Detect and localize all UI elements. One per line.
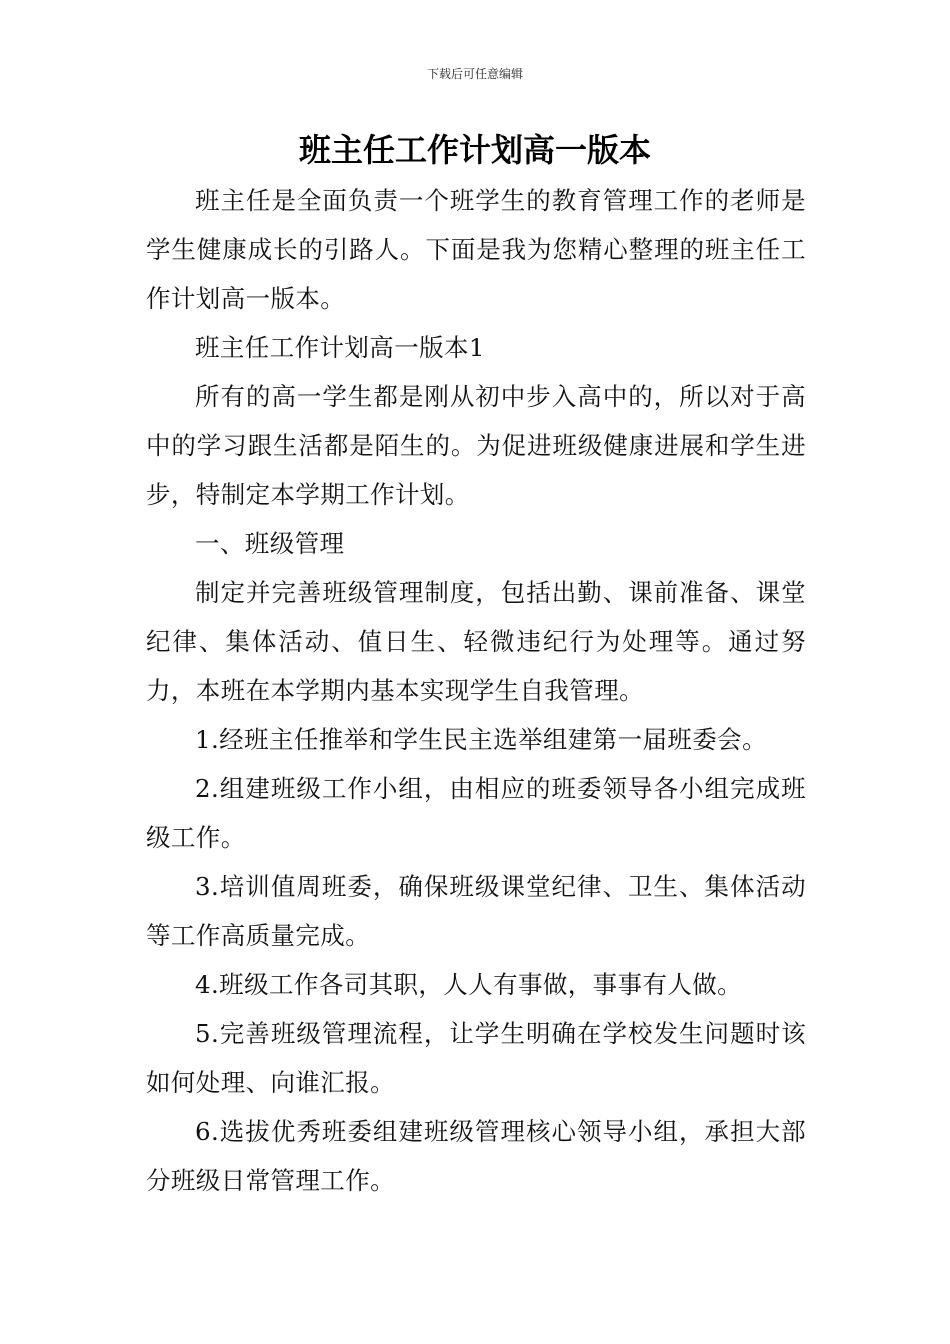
header-note: 下载后可任意编辑 bbox=[426, 67, 523, 81]
paragraph-section-heading: 班主任工作计划高一版本1 bbox=[195, 333, 485, 362]
paragraph-subheading-class-management: 一、班级管理 bbox=[195, 529, 345, 558]
list-item-1: 1.经班主任推举和学生民主选举组建第一届班委会。 bbox=[195, 725, 767, 754]
list-item-4: 4.班级工作各司其职，人人有事做，事事有人做。 bbox=[195, 970, 743, 999]
document-body bbox=[146, 176, 806, 1205]
list-item-3: 3.培训值周班委，确保班级课堂纪律、卫生、集体活动等工作高质量完成。 bbox=[146, 872, 806, 950]
document-title: 班主任工作计划高一版本 bbox=[298, 131, 651, 169]
paragraph-rules: 制定并完善班级管理制度，包括出勤、课前准备、课堂纪律、集体活动、值日生、轻微违纪行为处理等。通过努力，本班在本学期内基本实现学生自我管理。 bbox=[146, 578, 806, 705]
paragraph-intro: 班主任是全面负责一个班学生的教育管理工作的老师是学生健康成长的引路人。下面是我为您精心整理的班主任工作计划高一版本。 bbox=[146, 186, 806, 313]
list-item-2: 2.组建班级工作小组，由相应的班委领导各小组完成班级工作。 bbox=[146, 774, 806, 852]
list-item-6: 6.选拔优秀班委组建班级管理核心领导小组，承担大部分班级日常管理工作。 bbox=[146, 1117, 806, 1195]
paragraph-background: 所有的高一学生都是刚从初中步入高中的，所以对于高中的学习跟生活都是陌生的。为促进班级健康进展和学生进步，特制定本学期工作计划。 bbox=[146, 382, 806, 509]
list-item-5: 5.完善班级管理流程，让学生明确在学校发生问题时该如何处理、向谁汇报。 bbox=[146, 1019, 806, 1097]
